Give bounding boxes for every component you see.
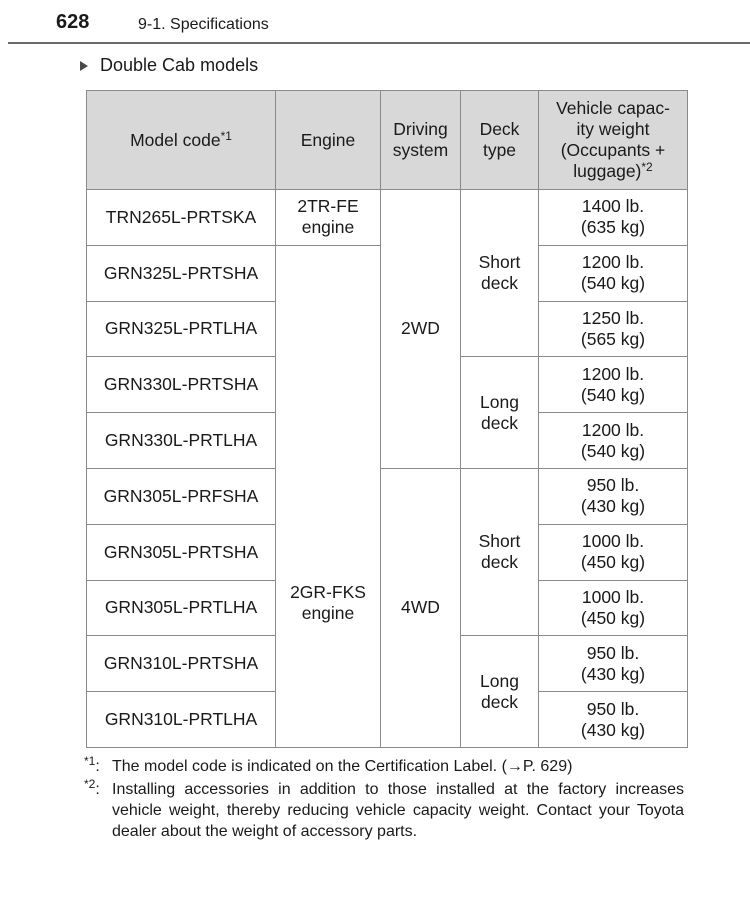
table-row <box>87 190 688 246</box>
chapter-title: 9-1. Specifications <box>138 16 269 33</box>
model-code-cell: GRN305L-PRTLHA <box>87 580 276 636</box>
model-code-cell: GRN330L-PRTLHA <box>87 413 276 469</box>
header-divider <box>8 42 750 44</box>
footnote-ref: *1 <box>220 128 232 143</box>
page-header <box>0 0 750 44</box>
footnote-ref: *2 <box>641 160 653 174</box>
footnote-mark: $^{*1}$: <box>84 754 100 775</box>
footnote-text: The model code is indicated on the Certification Label. (→P. 629) <box>112 758 573 775</box>
capacity-cell: 950 lb. (430 kg) <box>539 636 688 692</box>
capacity-cell: 1000 lb. (450 kg) <box>539 524 688 580</box>
model-code-cell: GRN325L-PRTSHA <box>87 245 276 301</box>
page-number: 628 <box>56 11 90 33</box>
model-code-cell: GRN310L-PRTSHA <box>87 636 276 692</box>
footnotes <box>84 756 684 844</box>
footnote-text: Installing accessories in addition to those installed at the factory increases vehicle weight, thereby reducing vehicle capacity weight. Contact your Toyota dealer about the weight of accessory parts. <box>112 781 684 840</box>
deck-type-cell: Long deck <box>461 636 539 748</box>
engine-cell: 2TR-FE engine <box>276 190 381 246</box>
capacity-cell: 1250 lb. (565 kg) <box>539 301 688 357</box>
model-code-cell: GRN330L-PRTSHA <box>87 357 276 413</box>
header-capacity-weight: Vehicle capac- ity weight (Occupants + luggage)$^{*2}$ <box>539 91 688 190</box>
engine-cell: 2GR-FKS engine <box>276 245 381 747</box>
capacity-cell: 1200 lb. (540 kg) <box>539 357 688 413</box>
capacity-cell: 1000 lb. (450 kg) <box>539 580 688 636</box>
model-code-cell: GRN325L-PRTLHA <box>87 301 276 357</box>
driving-system-cell: 4WD <box>381 468 461 747</box>
capacity-cell: 1400 lb. (635 kg) <box>539 190 688 246</box>
driving-system-cell: 2WD <box>381 190 461 469</box>
section-title: Double Cab models <box>100 55 259 75</box>
table-header-row <box>87 91 688 190</box>
header-engine: Engine <box>276 91 381 190</box>
deck-type-cell: Short deck <box>461 468 539 635</box>
capacity-cell: 1200 lb. (540 kg) <box>539 245 688 301</box>
specification-table <box>86 90 688 748</box>
model-code-cell: GRN305L-PRFSHA <box>87 468 276 524</box>
header-model-code: Model code$^{*1}$ <box>87 91 276 190</box>
header-deck-type: Deck type <box>461 91 539 190</box>
footnote <box>84 779 684 842</box>
header-driving-system: Driving system <box>381 91 461 190</box>
section-heading <box>80 55 258 76</box>
capacity-cell: 950 lb. (430 kg) <box>539 692 688 748</box>
capacity-cell: 1200 lb. (540 kg) <box>539 413 688 469</box>
model-code-cell: GRN310L-PRTLHA <box>87 692 276 748</box>
triangle-bullet-icon <box>80 61 88 71</box>
table-row <box>87 468 688 524</box>
footnote <box>84 756 684 777</box>
model-code-cell: GRN305L-PRTSHA <box>87 524 276 580</box>
model-code-cell: TRN265L-PRTSKA <box>87 190 276 246</box>
footnote-mark: $^{*2}$: <box>84 777 100 798</box>
deck-type-cell: Short deck <box>461 190 539 357</box>
capacity-cell: 950 lb. (430 kg) <box>539 468 688 524</box>
deck-type-cell: Long deck <box>461 357 539 469</box>
